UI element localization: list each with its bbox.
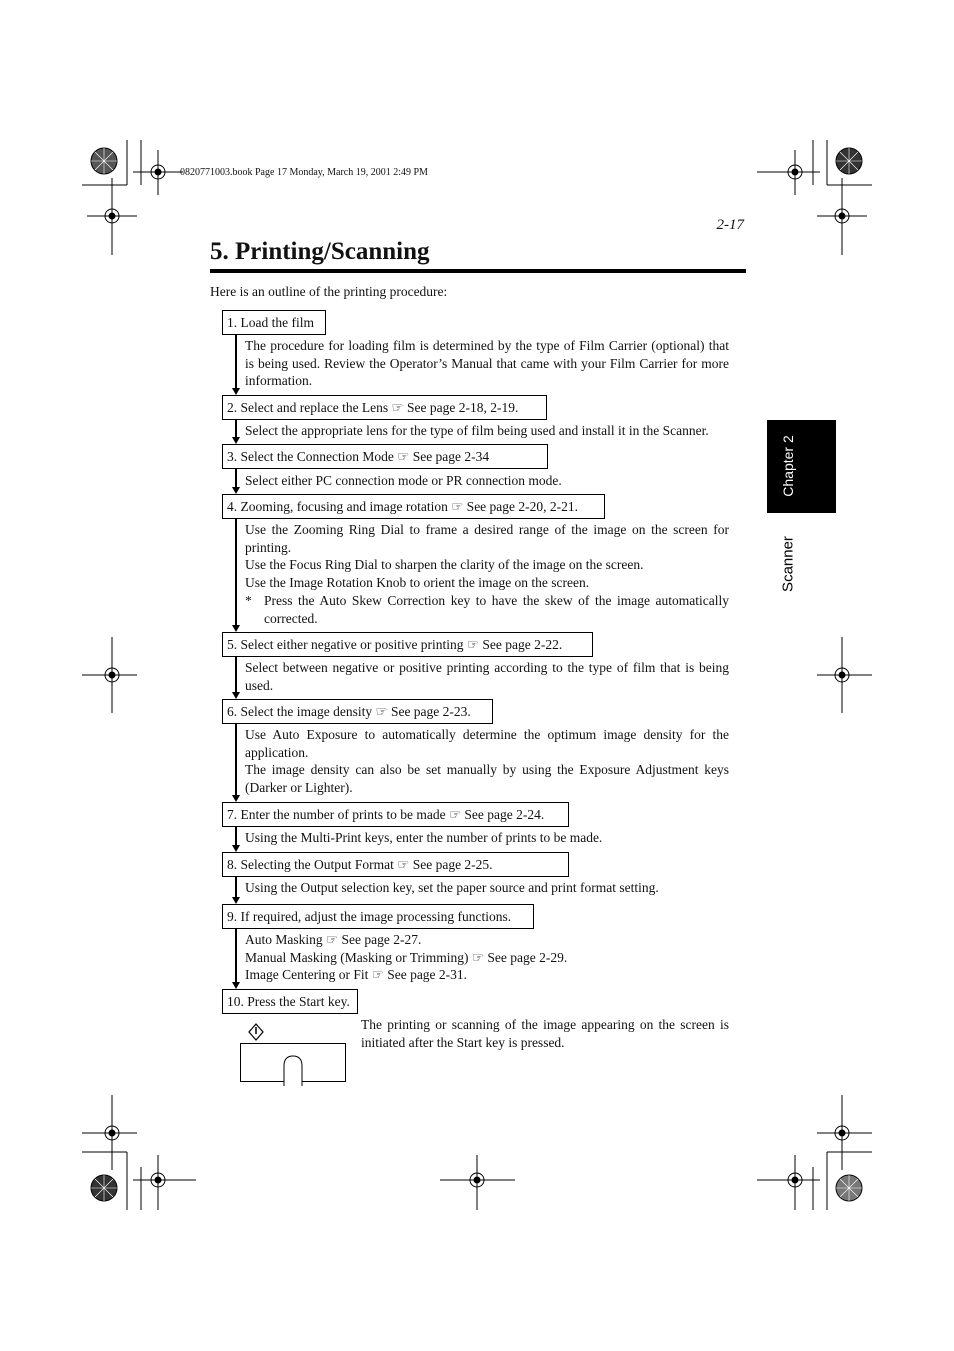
flow-arrow xyxy=(232,724,240,802)
finger-icon xyxy=(284,1056,302,1086)
step-9-box xyxy=(222,904,534,929)
flow-arrow xyxy=(232,420,240,444)
step-label: 4. Zooming, focusing and image rotation ☞ See page 2-20, 2-21. xyxy=(227,499,579,514)
step-label: 10. Press the Start key. xyxy=(227,994,350,1009)
step-1-box xyxy=(222,310,326,335)
flow-arrow xyxy=(232,519,240,632)
step-label: 3. Select the Connection Mode ☞ See page 2-34 xyxy=(227,449,490,464)
step-9-description: Auto Masking ☞ See page 2-27. Manual Masking (Masking or Trimming) ☞ See page 2-29. Image Centering or Fit ☞ See page 2-31. xyxy=(245,932,568,983)
page-number: 2-17 xyxy=(716,217,744,233)
step-label: 8. Selecting the Output Format ☞ See page 2-25. xyxy=(227,857,493,872)
step-label: 9. If required, adjust the image processing functions. xyxy=(227,909,512,924)
step-2-description: Select the appropriate lens for the type of film being used and install it in the Scanner. xyxy=(245,423,709,438)
flow-arrow xyxy=(232,469,240,494)
chapter-tab xyxy=(767,420,836,513)
step-8-box xyxy=(222,852,569,877)
step-label: 7. Enter the number of prints to be made ☞ See page 2-24. xyxy=(227,807,545,822)
page-title: 5. Printing/Scanning xyxy=(210,238,430,265)
step-4-box xyxy=(222,494,605,519)
flow-arrow xyxy=(232,827,240,852)
step-label: 6. Select the image density ☞ See page 2-23. xyxy=(227,704,471,719)
step-6-description: Use Auto Exposure to automatically determine the optimum image density for the application. The image density can also be set manually by using the Exposure Adjustment keys (Darker or Lighter). xyxy=(245,727,729,796)
section-label: Scanner xyxy=(779,536,797,592)
step-7-description: Using the Multi-Print keys, enter the number of prints to be made. xyxy=(245,830,603,845)
start-icon xyxy=(249,1024,263,1040)
step-label: 2. Select and replace the Lens ☞ See page 2-18, 2-19. xyxy=(227,400,519,415)
step-4-description: Use the Zooming Ring Dial to frame a desired range of the image on the screen for printing. Use the Focus Ring Dial to sharpen the clarity of the image on the screen. Use the Image Rotation Knob to orient the image on the screen. * Press the Auto Skew Correction key to have the skew of the image automatically corrected. xyxy=(245,522,729,626)
title-rule xyxy=(210,269,746,273)
step-label: 1. Load the film xyxy=(227,315,314,330)
note-marker: * xyxy=(245,592,252,608)
step-3-description: Select either PC connection mode or PR connection mode. xyxy=(245,473,562,488)
note-text: Press the Auto Skew Correction key to have the skew of the image automatically corrected. xyxy=(264,592,729,626)
step-10-box xyxy=(222,989,358,1014)
intro-text: Here is an outline of the printing procedure: xyxy=(210,284,448,299)
flow-arrow xyxy=(232,929,240,989)
book-slug: 0820771003.book Page 17 Monday, March 19, 2001 2:49 PM xyxy=(180,167,428,178)
step-7-box xyxy=(222,802,569,827)
step-label: 5. Select either negative or positive printing ☞ See page 2-22. xyxy=(227,637,563,652)
step-3-box xyxy=(222,444,548,469)
step-10-description: The printing or scanning of the image appearing on the screen is initiated after the Start key is pressed. xyxy=(361,1017,729,1050)
chapter-tab-label: Chapter 2 xyxy=(780,435,796,497)
step-8-description: Using the Output selection key, set the paper source and print format setting. xyxy=(245,880,659,895)
step-2-box xyxy=(222,395,547,420)
start-key-illustration xyxy=(240,1022,350,1086)
step-5-description: Select between negative or positive printing according to the type of film that is being used. xyxy=(245,660,729,693)
flow-arrow xyxy=(232,877,240,904)
flow-arrow xyxy=(232,657,240,699)
step-5-box xyxy=(222,632,593,657)
step-1-description: The procedure for loading film is determined by the type of Film Carrier (optional) that is being used. Review the Operator’s Manual that came with your Film Carrier for more information. xyxy=(245,338,729,389)
flow-arrow xyxy=(232,335,240,395)
step-6-box xyxy=(222,699,493,724)
